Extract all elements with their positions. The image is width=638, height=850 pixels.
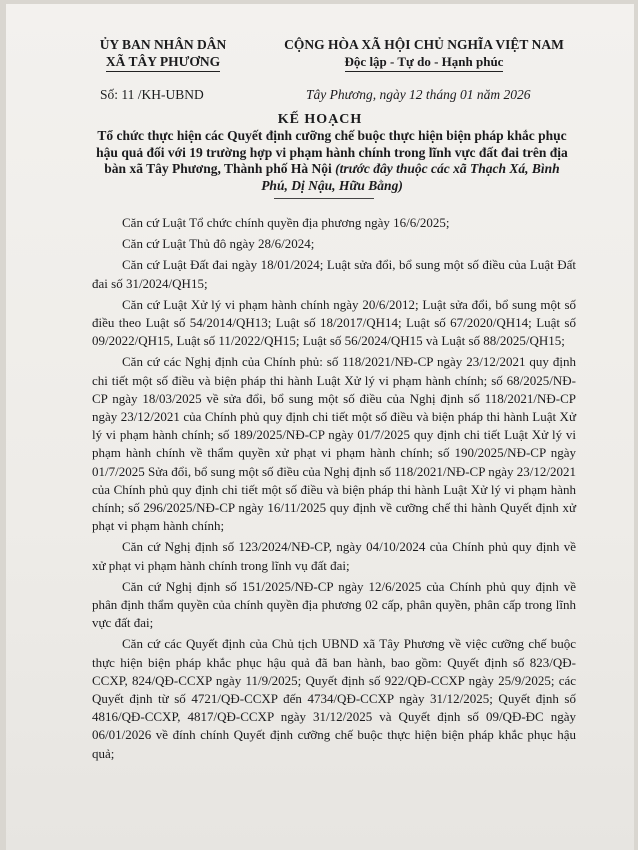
document-body [92, 214, 576, 766]
legal-basis-paragraph: Căn cứ Luật Xử lý vi phạm hành chính ngày 20/6/2012; Luật sửa đổi, bổ sung một số điều theo Luật số 54/2014/QH13; Luật số 18/2017/QH14; Luật số 67/2020/QH14; Luật số 09/2022/QH15, Luật số 11/2022/QH15; Luật số 56/2024/QH15 và Luật số 88/2025/QH15; [92, 296, 576, 349]
subtitle-main: Tổ chức thực hiện các Quyết định cưỡng chế buộc thực hiện biện pháp khắc phục hậu quả đối với 19 trường hợp vi phạm hành chính trong lĩnh vực đất đai trên địa bàn xã Tây Phương, Thành phố Hà Nội [96, 128, 568, 176]
legal-basis-paragraph: Căn cứ các Quyết định của Chủ tịch UBND xã Tây Phương về việc cưỡng chế buộc thực hiện biện pháp khắc phục hậu quả đã ban hành, bao gồm: Quyết định số 823/QĐ-CCXP, 824/QĐ-CCXP ngày 11/9/2025; Quyết định số 922/QĐ-CCXP ngày 25/9/2025; các Quyết định từ số 4721/QĐ-CCXP đến 4734/QĐ-CCXP ngày 31/12/2025; Quyết định số 4816/QĐ-CCXP, 4817/QĐ-CCXP ngày 31/12/2025 và Quyết định số 09/QĐ-ĐC ngày 06/01/2026 về đính chính Quyết định cưỡng chế buộc thực hiện biện pháp khắc phục hậu quả; [92, 636, 576, 761]
document-page [6, 4, 634, 850]
country-name: CỘNG HÒA XÃ HỘI CHỦ NGHĨA VIỆT NAM [284, 37, 564, 52]
legal-basis-paragraph: Căn cứ Luật Tổ chức chính quyền địa phương ngày 16/6/2025; [122, 215, 450, 230]
document-number: Số: 11 /KH-UBND [100, 87, 204, 102]
document-title: KẾ HOẠCH [277, 112, 363, 127]
authority-line-1: ỦY BAN NHÂN DÂN [99, 37, 227, 52]
place-and-date: Tây Phương, ngày 12 tháng 01 năm 2026 [306, 87, 531, 102]
legal-basis-paragraph: Căn cứ Nghị định số 123/2024/NĐ-CP, ngày 04/10/2024 của Chính phủ quy định về xử phạt vi phạm hành chính trong lĩnh vụ đất đai; [92, 539, 576, 573]
legal-basis-paragraph: Căn cứ các Nghị định của Chính phủ: số 118/2021/NĐ-CP ngày 23/12/2021 quy định chi tiết một số điều và biện pháp thi hành Luật Xử lý vi phạm hành chính; số 68/2025/NĐ-CP ngày 18/03/2025 về sửa đổi, bổ sung một số điều của Nghị định số 118/2021/NĐ-CP ngày 23/12/2021 của Chính phủ quy định chi tiết một số điều và biện pháp thi hành Luật Xử lý vi phạm hành chính; số 189/2025/NĐ-CP ngày 01/7/2025 quy định chi tiết Luật Xử lý vi phạm hành chính về thẩm quyền xử phạt vi phạm hành chính; số 190/2025/NĐ-CP ngày 01/7/2025 Sửa đổi, bổ sung một số điều của Nghị định số 118/2021/NĐ-CP ngày 23/12/2021 của Chính phủ quy định chi tiết một số điều và biện pháp thi hành Luật Xử lý vi phạm hành chính; số 296/2025/NĐ-CP ngày 16/11/2025 quy định về cưỡng chế thi hành Quyết định xử phạt vi phạm hành chính; [92, 354, 576, 534]
issuing-authority [78, 36, 248, 72]
national-heading [264, 36, 584, 72]
authority-line-2: XÃ TÂY PHƯƠNG [106, 53, 220, 72]
legal-basis-paragraph: Căn cứ Luật Đất đai ngày 18/01/2024; Luật sửa đổi, bổ sung một số điều của Luật Đất đai số 31/2024/QH15; [92, 257, 576, 291]
legal-basis-paragraph: Căn cứ Nghị định số 151/2025/NĐ-CP ngày 12/6/2025 của Chính phủ quy định về phân định thẩm quyền của chính quyền địa phương 02 cấp, phân quyền, phân cấp trong lĩnh vực đất đai; [92, 578, 576, 631]
subtitle-note: (trước đây thuộc các xã Thạch Xá, Bình Phú, Dị Nậu, Hữu Bằng) [261, 161, 560, 193]
national-motto: Độc lập - Tự do - Hạnh phúc [345, 53, 504, 72]
title-separator [274, 198, 374, 199]
legal-basis-paragraph: Căn cứ Luật Thủ đô ngày 28/6/2024; [122, 236, 315, 252]
document-subtitle [92, 128, 572, 194]
